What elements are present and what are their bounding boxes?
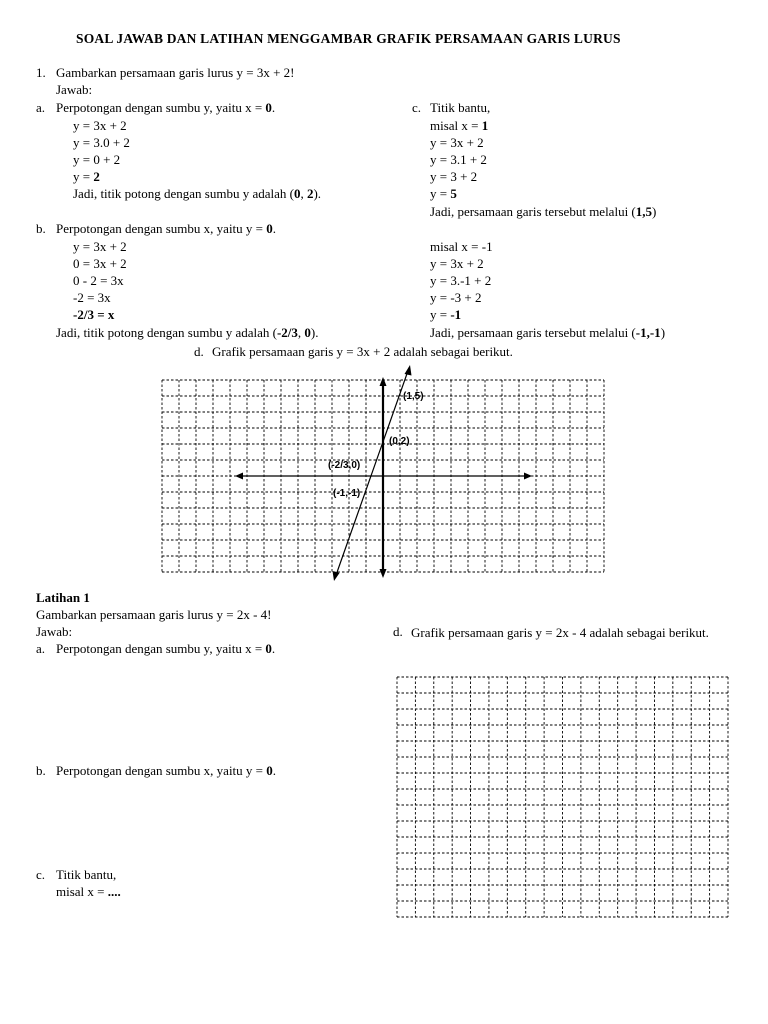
q1-a-line-2: y = 3.0 + 2 (73, 135, 130, 150)
page-title: SOAL JAWAB DAN LATIHAN MENGGAMBAR GRAFIK PERSAMAAN GARIS LURUS (76, 31, 621, 46)
q1-b-line-2: 0 = 3x + 2 (73, 256, 127, 271)
latihan-c-heading: Titik bantu, (56, 867, 117, 882)
q1-b-line-1: y = 3x + 2 (73, 239, 127, 254)
latihan-c-marker: c. (36, 867, 46, 882)
q1-c-line-6: y = -3 + 2 (430, 290, 482, 305)
q1-number: 1. (36, 65, 46, 80)
q1-c-misal-1: misal x = 1 (430, 118, 489, 133)
q1-graph-line-arrow-up (405, 365, 412, 376)
q1-c-conclusion-1: Jadi, persamaan garis tersebut melalui (1,5) (430, 204, 657, 219)
q1-c-heading: Titik bantu, (430, 100, 491, 115)
q1-c-result-1: y = 5 (430, 186, 457, 201)
latihan-heading: Latihan 1 (36, 590, 90, 605)
q1-x-axis-arrow-right (524, 473, 532, 480)
q1-b-conclusion: Jadi, titik potong dengan sumbu y adalah (-2/3, 0). (56, 325, 319, 340)
q1-c-result-2: y = -1 (430, 307, 462, 322)
latihan-jawab: Jawab: (36, 624, 73, 639)
q1-b-line-4: -2 = 3x (73, 290, 111, 305)
q1-d-marker: d. (194, 344, 204, 359)
q1-point-label-0-2: (0,2) (389, 436, 410, 447)
q1-c-line-2: y = 3.1 + 2 (430, 152, 487, 167)
q1-jawab: Jawab: (56, 82, 93, 97)
q1-graph-line-arrow-down (333, 571, 340, 581)
q1-a-conclusion: Jadi, titik potong dengan sumbu y adalah (0, 2). (73, 186, 322, 201)
latihan-question: Gambarkan persamaan garis lurus y = 2x - 4! (36, 607, 272, 622)
q1-c-line-4: y = 3x + 2 (430, 256, 484, 271)
q1-a-line-3: y = 0 + 2 (73, 152, 121, 167)
q1-c-line-5: y = 3.-1 + 2 (430, 273, 492, 288)
latihan-a-marker: a. (36, 641, 46, 656)
q1-b-line-3: 0 - 2 = 3x (73, 273, 124, 288)
latihan-d-marker: d. (393, 624, 403, 639)
latihan-c-misal: misal x = .... (56, 884, 121, 899)
q1-c-misal-2: misal x = -1 (430, 239, 493, 254)
q1-b-marker: b. (36, 221, 46, 236)
latihan-a-heading: Perpotongan dengan sumbu y, yaitu x = 0. (56, 641, 276, 656)
q1-a-heading: Perpotongan dengan sumbu y, yaitu x = 0. (56, 100, 276, 115)
q1-x-axis-arrow-left (235, 473, 243, 480)
q1-a-marker: a. (36, 100, 46, 115)
latihan-b-marker: b. (36, 763, 46, 778)
q1-point-label-neg1-neg1: (-1,-1) (333, 488, 361, 499)
q1-a-result: y = 2 (73, 169, 100, 184)
q1-graph-line (335, 368, 409, 578)
q1-b-heading: Perpotongan dengan sumbu x, yaitu y = 0. (56, 221, 276, 236)
q1-question: Gambarkan persamaan garis lurus y = 3x + 2! (56, 65, 295, 80)
q1-c-line-3: y = 3 + 2 (430, 169, 478, 184)
q1-a-line-1: y = 3x + 2 (73, 118, 127, 133)
latihan-grid (397, 677, 728, 917)
q1-d-heading: Grafik persamaan garis y = 3x + 2 adalah sebagai berikut. (212, 344, 513, 359)
q1-y-axis-arrow-up (380, 377, 387, 386)
latihan-b-heading: Perpotongan dengan sumbu x, yaitu y = 0. (56, 763, 276, 778)
q1-c-marker: c. (412, 100, 422, 115)
latihan-d-heading: Grafik persamaan garis y = 2x - 4 adalah sebagai berikut. (411, 625, 709, 640)
q1-c-line-1: y = 3x + 2 (430, 135, 484, 150)
q1-point-label-neg2-3-0: (-2/3,0) (328, 460, 361, 471)
q1-y-axis-arrow-down (380, 569, 387, 578)
q1-c-conclusion-2: Jadi, persamaan garis tersebut melalui (-1,-1) (430, 325, 666, 340)
q1-b-result: -2/3 = x (73, 307, 115, 322)
q1-point-label-1-5: (1,5) (403, 391, 424, 402)
